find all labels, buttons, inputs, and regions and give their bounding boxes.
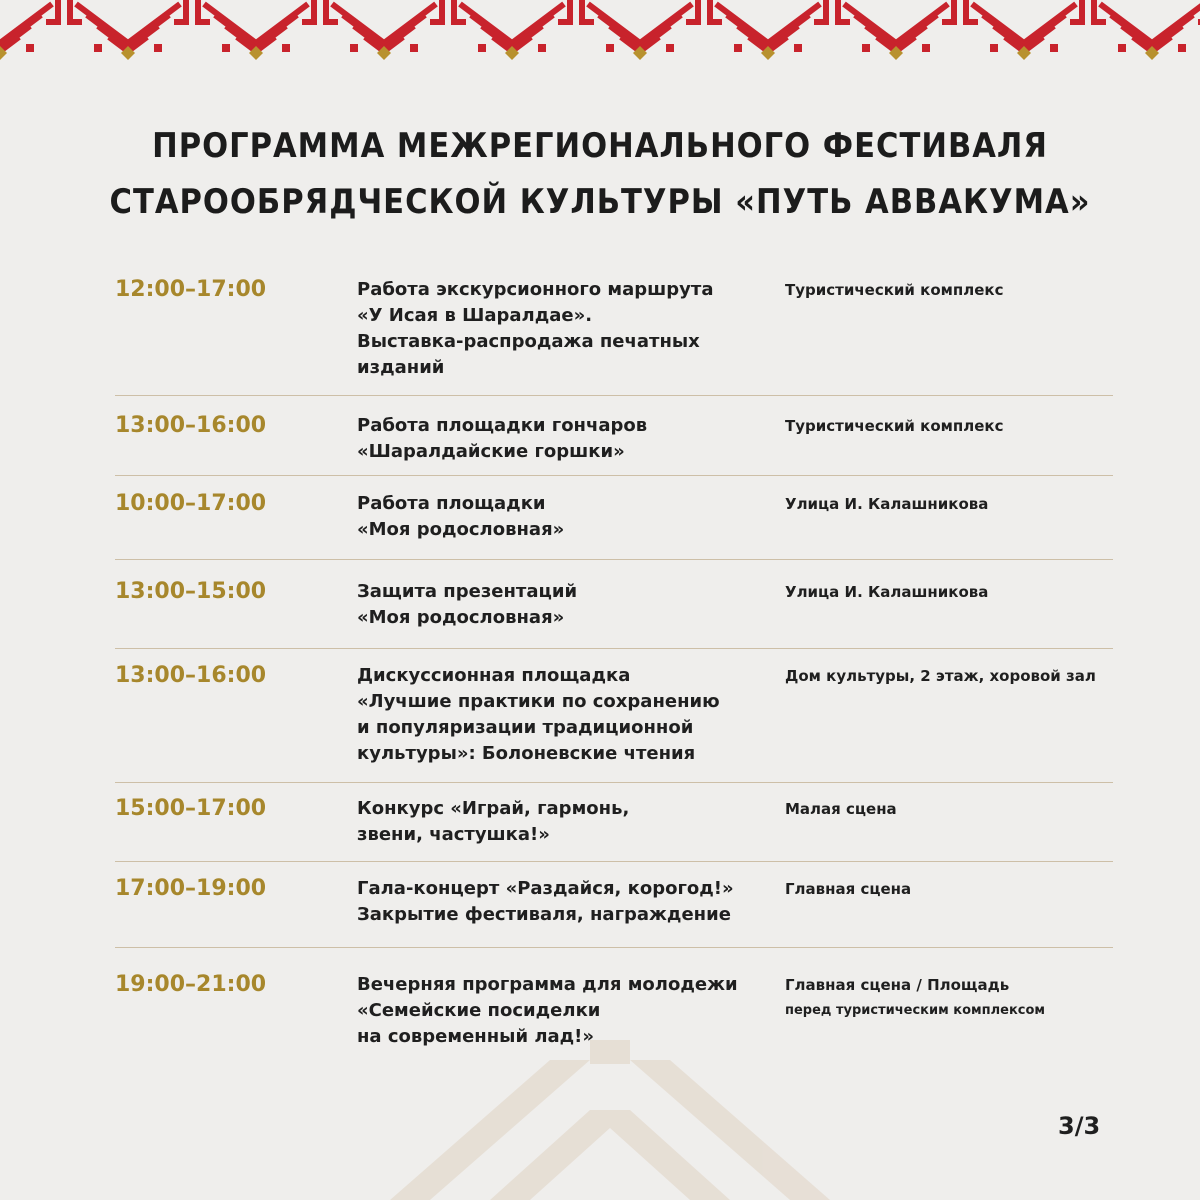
ornament-motif xyxy=(198,0,314,60)
row-divider xyxy=(115,782,1113,783)
event-time: 13:00–16:00 xyxy=(115,413,267,438)
row-divider xyxy=(115,861,1113,862)
event-time: 19:00–21:00 xyxy=(115,972,267,997)
event-venue: Дом культуры, 2 этаж, хоровой зал xyxy=(785,667,1096,685)
event-title: Работа площадки «Моя родословная» xyxy=(357,493,565,540)
event-venue: Главная сцена xyxy=(785,880,912,898)
event-venue: Туристический комплекс xyxy=(785,417,1004,435)
event-venue: Туристический комплекс xyxy=(785,281,1004,299)
event-venue: Улица И. Калашникова xyxy=(785,583,989,601)
event-venue: Улица И. Калашникова xyxy=(785,495,989,513)
row-divider xyxy=(115,947,1113,948)
event-time: 17:00–19:00 xyxy=(115,876,267,901)
event-title: Работа экскурсионного маршрута «У Исая в Шаралдае». Выставка-распродажа печатных изданий xyxy=(357,279,714,378)
event-venue: Малая сцена xyxy=(785,800,897,818)
ornament-motif xyxy=(454,0,570,60)
event-time: 13:00–15:00 xyxy=(115,579,267,604)
page-number: 3/3 xyxy=(1058,1112,1101,1140)
event-title: Работа площадки гончаров «Шаралдайские горшки» xyxy=(357,415,648,462)
event-time: 10:00–17:00 xyxy=(115,491,267,516)
ornament-motif xyxy=(838,0,954,60)
title-line-2: СТАРООБРЯДЧЕСКОЙ КУЛЬТУРЫ «ПУТЬ АВВАКУМА» xyxy=(109,182,1091,222)
ornament-motif xyxy=(0,0,58,60)
faded-ornament-watermark xyxy=(300,1040,920,1200)
event-title: Защита презентаций «Моя родословная» xyxy=(357,581,578,628)
ornament-motif xyxy=(582,0,698,60)
row-divider xyxy=(115,559,1113,560)
ornament-motif xyxy=(710,0,826,60)
event-title: Конкурс «Играй, гармонь, звени, частушка!» xyxy=(357,798,630,845)
title-line-1: ПРОГРАММА МЕЖРЕГИОНАЛЬНОГО ФЕСТИВАЛЯ xyxy=(152,126,1048,166)
event-time: 13:00–16:00 xyxy=(115,663,267,688)
ornament-motif xyxy=(70,0,186,60)
ornament-motif xyxy=(326,0,442,60)
event-time: 15:00–17:00 xyxy=(115,796,267,821)
row-divider xyxy=(115,475,1113,476)
ornament-motif xyxy=(1094,0,1200,60)
row-divider xyxy=(115,648,1113,649)
event-venue: Главная сцена / Площадь перед туристическим комплексом xyxy=(785,976,1046,1018)
page-title xyxy=(0,118,1200,230)
row-divider xyxy=(115,395,1113,396)
event-title: Вечерняя программа для молодежи «Семейские посиделки на современный лад!» xyxy=(357,974,738,1047)
event-title: Дискуссионная площадка «Лучшие практики по сохранению и популяризации традиционной культуры»: Болоневские чтения xyxy=(357,665,720,764)
event-title: Гала-концерт «Раздайся, корогод!» Закрытие фестиваля, награждение xyxy=(357,878,734,925)
ornament-motif xyxy=(966,0,1082,60)
folk-ornament-border xyxy=(0,0,1200,62)
event-time: 12:00–17:00 xyxy=(115,277,267,302)
